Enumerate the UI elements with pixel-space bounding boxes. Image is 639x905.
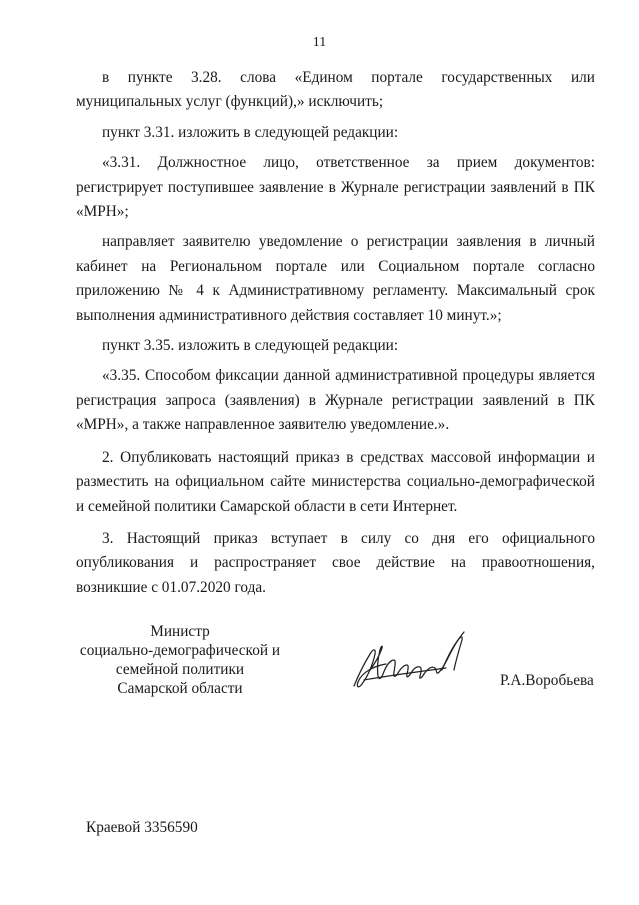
- paragraph-item-3-31-notify: направляет заявителю уведомление о регистрации заявления в личный кабинет на Региональном портале или Социальном портале согласно приложению № 4 к Административному регламенту. Максимальный срок выполнения административного действия составляет 10 минут.»;: [76, 233, 595, 324]
- paragraph-item-3-31-text: «3.31. Должностное лицо, ответственное за прием документов: регистрирует поступившее заявление в Журнале регистрации заявлений в ПК «МРН»;: [76, 154, 595, 221]
- position-line: семейной политики: [115, 661, 245, 678]
- order-text: [76, 66, 595, 600]
- paragraph-effective-date: 3. Настоящий приказ вступает в силу со дня его официального опубликования и распространяет свое действие на правоотношения, возникшие с 01.07.2020 года.: [76, 529, 595, 596]
- signatory-position: [70, 622, 290, 698]
- document-code: Краевой 3356590: [86, 819, 198, 836]
- paragraph-item-3-35-intro: пункт 3.35. изложить в следующей редакции:: [102, 337, 399, 355]
- position-line: Министр: [150, 623, 210, 640]
- position-line: Самарской области: [117, 680, 243, 697]
- page-number: 11: [312, 35, 327, 50]
- signer-name: Р.А.Воробьева: [500, 672, 594, 689]
- handwritten-signature-icon: [346, 624, 486, 702]
- position-line: социально-демографической и: [79, 642, 281, 659]
- paragraph-item-3-28: в пункте 3.28. слова «Едином портале государственных или муниципальных услуг (функций),» исключить;: [76, 69, 595, 111]
- paragraph-item-3-35-text: «3.35. Способом фиксации данной административной процедуры является регистрация запроса (заявления) в Журнале регистрации заявлений в ПК «МРН», а также направленное заявителю уведомление.».: [76, 367, 595, 434]
- paragraph-item-3-31-intro: пункт 3.31. изложить в следующей редакции:: [102, 123, 399, 141]
- paragraph-publish: 2. Опубликовать настоящий приказ в средствах массовой информации и разместить на официальном сайте министерства социально-демографической и семейной политики Самарской области в сети Интернет.: [76, 448, 595, 515]
